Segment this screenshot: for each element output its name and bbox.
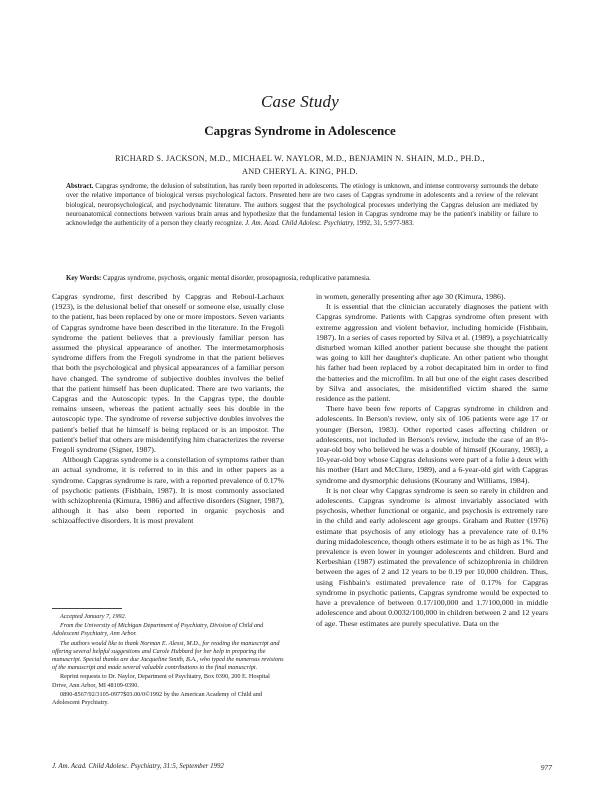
footnote-accepted: Accepted January 7, 1992. xyxy=(60,613,127,620)
authors-line-2: AND CHERYL A. KING, PH.D. xyxy=(242,167,358,176)
keywords-text: Capgras syndrome, psychosis, organic mental disorder, prosopagnosia, reduplicative paramnesia. xyxy=(103,275,371,282)
footnote-reprints: Reprint requests to Dr. Naylor, Department of Psychiatry, Box 0390, 200 E. Hospital Drive, Ann Arbor, MI 48109-0390. xyxy=(52,673,270,689)
keywords xyxy=(66,274,538,283)
body-column-left xyxy=(52,292,284,527)
page-number: 977 xyxy=(540,763,552,772)
footnote-divider xyxy=(52,608,122,609)
abstract-citation-tail: 1992, 31, 5:977-983. xyxy=(356,220,414,228)
abstract-label: Abstract. xyxy=(66,183,94,190)
body-paragraph: There have been few reports of Capgras syndrome in children and adolescents. In Berson's review, only six of 106 patients were age 17 or younger (Berson, 1983). Other reported cases affecting children or adolescents, not included in Berson's review, include the case of an 8½-year-old boy who believed he was a double of himself (Kourany, 1983), a 10-year-old boy whose Capgras delusions were part of a folie à deux with his mother (Hart and McClure, 1989), and a 6-year-old girl with Capgras syndrome and dysmorphic delusions (Kourany and Williams, 1984). xyxy=(316,404,548,485)
abstract-citation: J. Am. Acad. Child Adolesc. Psychiatry, xyxy=(245,220,355,228)
body-paragraph: in women, generally presenting after age 30 (Kimura, 1986). xyxy=(316,292,506,301)
footnote-affiliation: From the University of Michigan Department of Psychiatry, Division of Child and Adolescent Psychiatry, Ann Arbor. xyxy=(52,622,264,638)
authors-line-1: RICHARD S. JACKSON, M.D., MICHAEL W. NAYLOR, M.D., BENJAMIN N. SHAIN, M.D., PH.D., xyxy=(115,154,485,163)
abstract xyxy=(66,182,538,228)
body-column-right xyxy=(316,292,548,629)
body-paragraph: Although Capgras syndrome is a constellation of symptoms rather than an actual syndrome, it is referred to in this and in other papers as a syndrome. Capgras syndrome is rare, with a reported prevalence of 0.17% of psychotic patients (Fishbain, 1987). It is most commonly associated with schizophrenia (Kimura, 1986) and affective disorders (Signer, 1987), although it has also been reported in organic psychosis and schizoaffective disorders. It is most prevalent xyxy=(52,455,284,526)
abstract-text: Capgras syndrome, the delusion of substitution, has rarely been reported in adolescents. The etiology is unknown, and intense controversy surrounds the debate over the relative importance of biological versus psychological factors. Presented here are two cases of Capgras syndrome in adolescents and a review of the relevant biological, neuropsychological, and psychodynamic literature. The authors suggest that the psychological processes underlying the Capgras delusion are mediated by neuroanatomical connections between various brain areas and hypothesize that the fundamental lesion in Capgras syndrome may be the patient's inability or failure to acknowledge the authenticity of a person they clearly recognize. xyxy=(66,183,538,228)
body-paragraph: Capgras syndrome, first described by Capgras and Reboul-Lachaux (1923), is the delusional belief that oneself or someone else, usually close to the patient, has been replaced by one or more impostors. Seven variants of Capgras syndrome have been described in the literature. In the Fregoli syndrome the patient believes that a previously familiar person has assumed the physical appearance of another. The intermetamorphosis syndrome differs from the Fregoli syndrome in that the patient believes that both the psychological and physical appearances of a familiar person have changed. The syndrome of subjective doubles involves the belief that the patient himself has been duplicated. There are two variants, the Capgras and the Autoscopic types. In the Capgras type, the double remains unseen, whereas the patient actually sees his double in the autoscopic type. The syndrome of reverse subjective doubles involves the patient's belief that he himself is being replaced or is an impostor. The patient's belief that others are misidentifying him characterizes the reverse Fregoli syndrome (Signer, 1987). xyxy=(52,292,284,455)
body-paragraph: It is not clear why Capgras syndrome is seen so rarely in children and adolescents. Capgras syndrome is almost invariably associated with psychosis, whether functional or organic, and psychosis is extremely rare in the child and early adolescent age groups. Graham and Rutter (1976) estimate that psychosis of any etiology has a prevalence rate of 0.1% during midadolescence, though others estimate it to be as high as 1%. The prevalence is even lower in younger adolescents and children. Burd and Kerbeshian (1987) estimated the prevalence of schizophrenia in children between the ages of 2 and 12 years to be 0.19 per 10,000 children. Thus, using Fishbain's estimated prevalence rate of 0.17% for Capgras syndrome in psychotic patients, Capgras syndrome would be expected to have a prevalence of between 0.17/100,000 and 1.7/100,000 in middle adolescence and about 0.0032/100,000 in children between 2 and 12 years of age. These estimates are purely speculative. Data on the xyxy=(316,485,548,628)
section-label: Case Study xyxy=(260,92,340,111)
footnote-acknowledgments: The authors would like to thank Norman E. Alessi, M.D., for reading the manuscript and offering several helpful suggestions and Carole Hubbard for her help in preparing the manuscript. Special thanks are due Jacqueline Smith, B.A., who typed the numerous revisions of the manuscript and made several valuable contributions to the final manuscript. xyxy=(52,639,284,672)
footnote-copyright: 0890-8567/92/3105-0977$03.00/0©1992 by the American Academy of Child and Adolescent Psychiatry. xyxy=(52,690,262,707)
article-title: Capgras Syndrome in Adolescence xyxy=(204,123,396,138)
footnotes xyxy=(52,613,284,708)
footer-journal: J. Am. Acad. Child Adolesc. Psychiatry, 31:5, September 1992 xyxy=(52,763,224,770)
author-list xyxy=(40,152,560,178)
body-paragraph: It is essential that the clinician accurately diagnoses the patient with Capgras syndrome. Patients with Capgras syndrome often present with extreme aggression and violent behavior, including homicide (Fishbain, 1987). In a series of cases reported by Silva et al. (1989), a psychiatrically disturbed woman killed another patient because she thought the patient was going to kill her daughter's duplicate. An other patient who thought his father had been replaced by a robot decapitated him in order to find the batteries and the microfilm. In all but one of the eight cases described by Silva and associates, the misidentified victim shared the same residence as the patient. xyxy=(316,302,548,404)
keywords-label: Key Words: xyxy=(66,275,102,282)
